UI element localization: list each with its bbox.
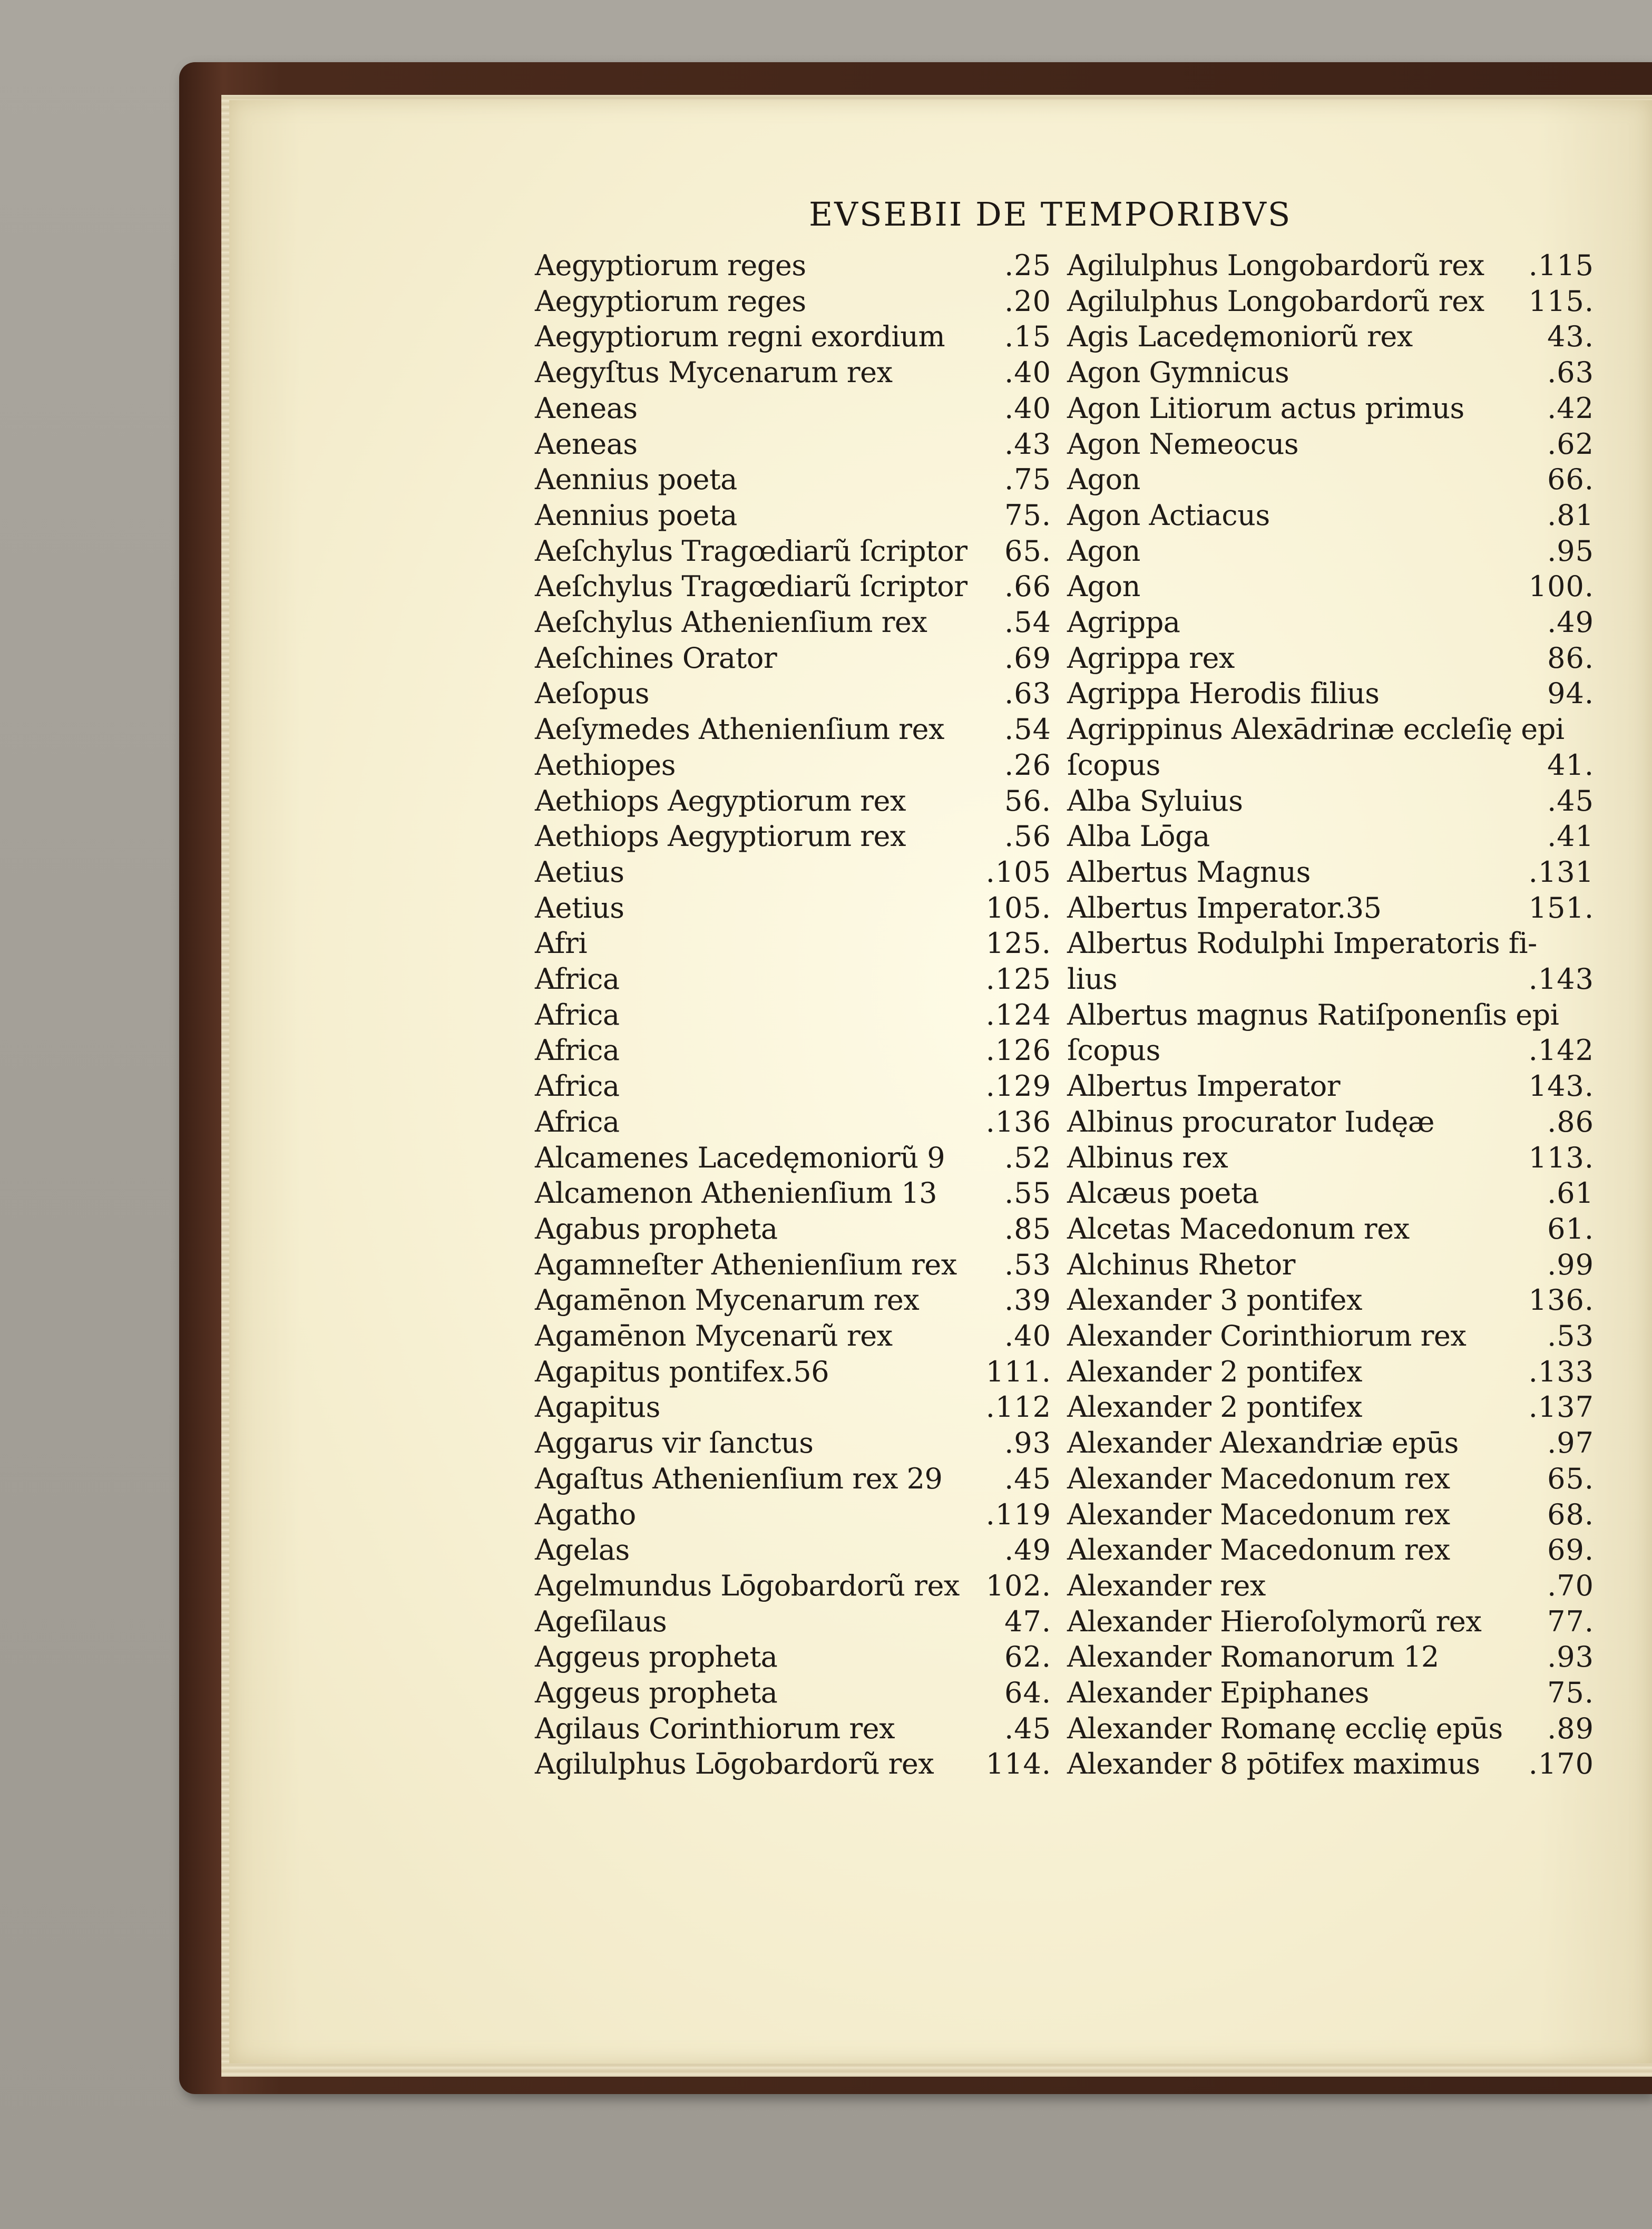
index-entry-page: 66. xyxy=(1547,463,1594,497)
index-entry-name: Alexander Macedonum rex xyxy=(1067,1497,1450,1531)
index-entry-page: .119 xyxy=(985,1497,1051,1531)
index-entry-name: Albertus magnus Ratiſponenſis epi xyxy=(1067,998,1559,1031)
index-entry-page: .99 xyxy=(1547,1248,1594,1281)
index-entry-name: Aggarus vir ſanctus xyxy=(535,1426,814,1460)
index-entry-page: .42 xyxy=(1547,391,1594,425)
index-entry-name: Alexander Hieroſolymorũ rex xyxy=(1067,1604,1482,1638)
index-entry-page: .55 xyxy=(1004,1176,1051,1210)
index-entry-page: .75 xyxy=(1004,463,1051,497)
index-entry-page: .133 xyxy=(1528,1355,1594,1388)
index-entry-page: .89 xyxy=(1547,1711,1594,1745)
index-entry-name: Agon xyxy=(1067,463,1140,497)
index-entry xyxy=(1067,961,1594,997)
index-entry xyxy=(1067,319,1594,355)
index-entry-page: .26 xyxy=(1004,748,1051,782)
index-entry-page: .85 xyxy=(1004,1212,1051,1245)
index-entry-page: .137 xyxy=(1528,1390,1594,1424)
index-entry xyxy=(535,1282,1051,1318)
index-entry-page: .40 xyxy=(1004,391,1051,425)
index-entry-name: Alba Lōga xyxy=(1067,820,1210,853)
index-entry xyxy=(1067,783,1594,819)
index-entry-name: Alexander Alexandriæ epūs xyxy=(1067,1426,1459,1460)
index-entry xyxy=(535,319,1051,355)
index-entry xyxy=(1067,355,1594,391)
index-entry-page: .45 xyxy=(1547,784,1594,817)
index-entry-page: .131 xyxy=(1528,855,1594,889)
index-entry xyxy=(1067,1389,1594,1425)
index-entry-page: 61. xyxy=(1547,1212,1594,1245)
index-entry xyxy=(535,997,1051,1033)
index-entry xyxy=(535,248,1051,284)
index-entry-page: .115 xyxy=(1528,249,1594,282)
index-entry-name: Albinus rex xyxy=(1067,1141,1228,1174)
index-entry-page: .136 xyxy=(985,1105,1051,1138)
index-entry-page: .63 xyxy=(1547,356,1594,390)
index-entry-name: Agaſtus Athenienſium rex 29 xyxy=(535,1462,943,1495)
index-entry xyxy=(1067,747,1594,783)
index-entry-name: Aethiopes xyxy=(535,748,676,782)
index-entry xyxy=(1067,854,1594,890)
index-entry-name: Albinus procurator Iudęæ xyxy=(1067,1105,1435,1138)
index-entry xyxy=(535,1318,1051,1354)
index-entry-name: Agon Litiorum actus primus xyxy=(1067,391,1464,425)
index-entry xyxy=(1067,1746,1594,1782)
index-entry-name: Agis Lacedęmoniorũ rex xyxy=(1067,320,1413,354)
index-entry xyxy=(535,1532,1051,1568)
index-entry-page: 68. xyxy=(1547,1497,1594,1531)
index-entry-name: Aennius poeta xyxy=(535,463,737,497)
index-entry-name: Alexander 3 pontifex xyxy=(1067,1283,1362,1317)
index-entry-name: Aeſopus xyxy=(535,677,650,710)
index-entry xyxy=(1067,1354,1594,1390)
index-entry xyxy=(1067,1211,1594,1247)
index-entry xyxy=(1067,1425,1594,1461)
index-entry-page: 47. xyxy=(1004,1604,1051,1638)
index-entry-page: .142 xyxy=(1528,1034,1594,1067)
index-entry-name: Aeſymedes Athenienſium rex xyxy=(535,713,944,746)
index-entry-name: Afri xyxy=(535,927,588,960)
index-entry-page: .53 xyxy=(1004,1248,1051,1281)
index-entry-page: .81 xyxy=(1547,498,1594,532)
index-entry-name: Africa xyxy=(535,1034,620,1067)
index-entry-name: Alcamenes Lacedęmoniorũ 9 xyxy=(535,1141,945,1174)
index-entry xyxy=(1067,1068,1594,1104)
index-entry xyxy=(535,1354,1051,1390)
index-entry-page: .40 xyxy=(1004,1319,1051,1352)
index-entry-name: Aggeus propheta xyxy=(535,1676,778,1709)
index-entry-page: .93 xyxy=(1547,1640,1594,1674)
index-entry-page: .39 xyxy=(1004,1283,1051,1317)
index-entry-name: Africa xyxy=(535,962,620,996)
index-entry xyxy=(535,676,1051,712)
index-entry-page: 111. xyxy=(985,1355,1051,1388)
index-entry xyxy=(1067,1461,1594,1497)
index-entry xyxy=(535,1746,1051,1782)
index-entry-page: 102. xyxy=(985,1569,1051,1602)
index-entry-page: .41 xyxy=(1547,820,1594,853)
index-entry-page: .20 xyxy=(1004,284,1051,318)
index-entry-name: Aethiops Aegyptiorum rex xyxy=(535,784,906,817)
index-entry-name: Agapitus pontifex.56 xyxy=(535,1355,829,1388)
index-entry-page: 56. xyxy=(1004,784,1051,817)
index-entry-page: .63 xyxy=(1004,677,1051,710)
index-entry-name: Africa xyxy=(535,998,620,1031)
index-entry xyxy=(535,569,1051,605)
index-entry-page: .49 xyxy=(1547,606,1594,639)
index-entry-name: Agilulphus Lōgobardorũ rex xyxy=(535,1747,934,1781)
index-entry-name: Agelmundus Lōgobardorũ rex xyxy=(535,1569,960,1602)
index-entry-name: Agatho xyxy=(535,1497,636,1531)
index-entry-name: Agrippa Herodis filius xyxy=(1067,677,1380,710)
index-entry-name: Alexander 8 pōtifex maximus xyxy=(1067,1747,1480,1781)
index-entry xyxy=(535,1211,1051,1247)
index-entry-name: Agilulphus Longobardorũ rex xyxy=(1067,249,1484,282)
index-entry xyxy=(535,961,1051,997)
index-entry xyxy=(1067,1568,1594,1604)
index-entry-name: Ageſilaus xyxy=(535,1604,667,1638)
index-entry-page: 136. xyxy=(1528,1283,1594,1317)
index-entry-name: Alexander 2 pontifex xyxy=(1067,1390,1362,1424)
index-entry-name: Agapitus xyxy=(535,1390,660,1424)
index-entry-page: .95 xyxy=(1547,534,1594,568)
index-entry-page: .61 xyxy=(1547,1176,1594,1210)
index-entry-name: Alcamenon Athenienſium 13 xyxy=(535,1176,937,1210)
index-entry xyxy=(535,926,1051,961)
index-entry-page: .93 xyxy=(1004,1426,1051,1460)
index-column-left xyxy=(535,248,1051,1829)
index-entry xyxy=(1067,605,1594,640)
index-entry-page: .112 xyxy=(985,1390,1051,1424)
index-entry-page: .45 xyxy=(1004,1711,1051,1745)
index-entry xyxy=(535,1033,1051,1068)
index-entry-name: Alexander Romanę ecclię epūs xyxy=(1067,1711,1503,1745)
index-entry-page: 94. xyxy=(1547,677,1594,710)
index-entry-name: Agon Actiacus xyxy=(1067,498,1270,532)
index-entry-name: Albertus Imperator xyxy=(1067,1069,1341,1103)
index-entry-page: 64. xyxy=(1004,1676,1051,1709)
index-entry-page: 115. xyxy=(1528,284,1594,318)
index-entry xyxy=(1067,498,1594,533)
index-entry-name: Aetius xyxy=(535,855,624,889)
index-entry xyxy=(1067,1675,1594,1711)
index-entry xyxy=(535,1140,1051,1176)
index-entry-name: Agilulphus Longobardorũ rex xyxy=(1067,284,1484,318)
index-entry-page: .54 xyxy=(1004,713,1051,746)
index-entry xyxy=(1067,926,1594,961)
index-entry-page: .97 xyxy=(1547,1426,1594,1460)
index-entry-name: Aetius xyxy=(535,891,624,924)
index-entry-name: Aegyptiorum regni exordium xyxy=(535,320,945,354)
index-entry xyxy=(535,1604,1051,1640)
index-entry xyxy=(535,1711,1051,1747)
index-entry-name: Alba Syluius xyxy=(1067,784,1243,817)
index-entry-name: Alexander Epiphanes xyxy=(1067,1676,1369,1709)
index-entry xyxy=(535,533,1051,569)
index-entry-name: Africa xyxy=(535,1105,620,1138)
index-entry-page: .143 xyxy=(1528,962,1594,996)
index-entry-name: Agon xyxy=(1067,570,1140,604)
index-entry-page: .170 xyxy=(1528,1747,1594,1781)
index-entry-name: Agamneſter Athenienſium rex xyxy=(535,1248,957,1281)
index-entry-page: .70 xyxy=(1547,1569,1594,1602)
index-entry-name: Agon Gymnicus xyxy=(1067,356,1289,390)
index-entry-name: Alexander rex xyxy=(1067,1569,1266,1602)
index-entry-name: Albertus Magnus xyxy=(1067,855,1311,889)
index-entry-name: Agrippa xyxy=(1067,606,1180,639)
index-entry xyxy=(535,1568,1051,1604)
index-entry xyxy=(535,462,1051,498)
index-entry-page: 105. xyxy=(985,891,1051,924)
index-entry-page: .124 xyxy=(985,998,1051,1031)
index-entry xyxy=(1067,1282,1594,1318)
index-entry xyxy=(535,819,1051,854)
index-entry-name: Aeſchines Orator xyxy=(535,641,777,675)
index-entry xyxy=(1067,997,1594,1033)
index-entry-name: Alcæus poeta xyxy=(1067,1176,1259,1210)
index-entry-page: 43. xyxy=(1547,320,1594,354)
index-entry-page: .69 xyxy=(1004,641,1051,675)
index-entry-name: Agon xyxy=(1067,534,1140,568)
index-entry xyxy=(1067,819,1594,854)
index-entry-name: Albertus Rodulphi Imperatoris fi- xyxy=(1067,927,1537,960)
index-entry-name: ſcopus xyxy=(1067,748,1160,782)
index-entry-name: Albertus Imperator.35 xyxy=(1067,891,1382,924)
index-entry-page: .52 xyxy=(1004,1141,1051,1174)
index-entry xyxy=(1067,391,1594,426)
index-entry-name: ſcopus xyxy=(1067,1034,1160,1067)
index-entry-page: 100. xyxy=(1528,570,1594,604)
index-entry xyxy=(1067,569,1594,605)
index-entry xyxy=(1067,1140,1594,1176)
index-entry xyxy=(535,747,1051,783)
index-entry-name: Aeſchylus Tragœdiarũ ſcriptor xyxy=(535,534,967,568)
index-entry-name: Agilaus Corinthiorum rex xyxy=(535,1711,895,1745)
index-entry xyxy=(535,1497,1051,1533)
index-entry xyxy=(1067,676,1594,712)
index-entry-page: .43 xyxy=(1004,427,1051,461)
running-head: EVSEBII DE TEMPORIBVS xyxy=(809,195,1292,233)
index-entry-name: Aeſchylus Tragœdiarũ ſcriptor xyxy=(535,570,967,604)
index-entry xyxy=(535,1675,1051,1711)
index-entry xyxy=(535,498,1051,533)
index-column-right xyxy=(1067,248,1594,1829)
index-entry-name: Africa xyxy=(535,1069,620,1103)
index-entry-name: Agamēnon Mycenarũ rex xyxy=(535,1319,893,1352)
index-entry xyxy=(535,1461,1051,1497)
index-entry xyxy=(1067,1497,1594,1533)
index-entry-name: Agrippa rex xyxy=(1067,641,1235,675)
index-entry-name: Agabus propheta xyxy=(535,1212,778,1245)
index-entry-page: 114. xyxy=(985,1747,1051,1781)
index-entry-name: Aennius poeta xyxy=(535,498,737,532)
index-entry-name: Agon Nemeocus xyxy=(1067,427,1299,461)
index-entry-page: 75. xyxy=(1547,1676,1594,1709)
index-entry xyxy=(1067,1104,1594,1140)
index-entry xyxy=(535,284,1051,319)
index-entry xyxy=(1067,1604,1594,1640)
index-entry-name: Agamēnon Mycenarum rex xyxy=(535,1283,920,1317)
index-entry xyxy=(535,1104,1051,1140)
index-entry-page: 75. xyxy=(1004,498,1051,532)
index-entry-name: Aeſchylus Athenienſium rex xyxy=(535,606,927,639)
index-entry-page: .105 xyxy=(985,855,1051,889)
index-entry xyxy=(1067,1175,1594,1211)
index-entry-page: .129 xyxy=(985,1069,1051,1103)
index-entry-page: .54 xyxy=(1004,606,1051,639)
index-entry xyxy=(1067,1033,1594,1068)
index-entry-page: .53 xyxy=(1547,1319,1594,1352)
index-entry-page: 143. xyxy=(1528,1069,1594,1103)
index-entry-page: 151. xyxy=(1528,891,1594,924)
index-entry-name: Aegyſtus Mycenarum rex xyxy=(535,356,893,390)
index-entry-name: Aegyptiorum reges xyxy=(535,284,806,318)
index-entry-page: 65. xyxy=(1004,534,1051,568)
index-entry-page: .126 xyxy=(985,1034,1051,1067)
index-entry xyxy=(1067,1711,1594,1747)
index-entry xyxy=(1067,462,1594,498)
index-entry-name: Aegyptiorum reges xyxy=(535,249,806,282)
index-entry xyxy=(535,1639,1051,1675)
index-entry-name: Aeneas xyxy=(535,427,638,461)
index-entry xyxy=(535,1425,1051,1461)
index-entry xyxy=(1067,533,1594,569)
index-entry xyxy=(535,426,1051,462)
index-entry xyxy=(535,712,1051,747)
index-entry-page: .40 xyxy=(1004,356,1051,390)
index-entry xyxy=(535,1389,1051,1425)
index-entry xyxy=(535,1068,1051,1104)
index-entry-page: .66 xyxy=(1004,570,1051,604)
index-entry xyxy=(535,1247,1051,1283)
index-entry-page: .56 xyxy=(1004,820,1051,853)
index-entry xyxy=(535,854,1051,890)
index-entry-name: Aggeus propheta xyxy=(535,1640,778,1674)
index-entry-page: .125 xyxy=(985,962,1051,996)
index-entry-page: .25 xyxy=(1004,249,1051,282)
index-entry xyxy=(535,605,1051,640)
index-entry xyxy=(1067,1532,1594,1568)
index-entry-page: .49 xyxy=(1004,1533,1051,1567)
index-entry xyxy=(535,1175,1051,1211)
index-entry-page: .86 xyxy=(1547,1105,1594,1138)
index-entry-page: .15 xyxy=(1004,320,1051,354)
index-entry-name: Aeneas xyxy=(535,391,638,425)
index-entry-page: 62. xyxy=(1004,1640,1051,1674)
index-entry-page: 113. xyxy=(1528,1141,1594,1174)
index-entry-name: Alexander Romanorum 12 xyxy=(1067,1640,1439,1674)
index-entry-name: Agelas xyxy=(535,1533,630,1567)
index-entry-name: Agrippinus Alexādrinæ eccleſię epi xyxy=(1067,713,1565,746)
index-entry xyxy=(535,355,1051,391)
index-entry-name: Alcetas Macedonum rex xyxy=(1067,1212,1410,1245)
index-entry-name: lius xyxy=(1067,962,1118,996)
index-entry xyxy=(1067,640,1594,676)
index-entry xyxy=(1067,1639,1594,1675)
index-entry xyxy=(535,391,1051,426)
index-entry-page: .62 xyxy=(1547,427,1594,461)
index-entry-page: 65. xyxy=(1547,1462,1594,1495)
index-entry-name: Alexander Corinthiorum rex xyxy=(1067,1319,1467,1352)
index-entry xyxy=(1067,284,1594,319)
index-entry xyxy=(1067,426,1594,462)
index-entry xyxy=(535,783,1051,819)
index-entry xyxy=(1067,712,1594,747)
index-entry-page: 77. xyxy=(1547,1604,1594,1638)
index-entry-name: Alexander Macedonum rex xyxy=(1067,1462,1450,1495)
index-entry-name: Alexander 2 pontifex xyxy=(1067,1355,1362,1388)
index-entry xyxy=(535,890,1051,926)
index-entry xyxy=(1067,1247,1594,1283)
index-entry-page: 125. xyxy=(985,927,1051,960)
index-entry-page: 86. xyxy=(1547,641,1594,675)
index-entry-page: 41. xyxy=(1547,748,1594,782)
index-entry-page: 69. xyxy=(1547,1533,1594,1567)
index-entry xyxy=(1067,1318,1594,1354)
index-entry-name: Aethiops Aegyptiorum rex xyxy=(535,820,906,853)
index-entry xyxy=(1067,890,1594,926)
index-entry xyxy=(1067,248,1594,284)
index-entry-page: .45 xyxy=(1004,1462,1051,1495)
index-entry xyxy=(535,640,1051,676)
index-entry-name: Alchinus Rhetor xyxy=(1067,1248,1295,1281)
index-entry-name: Alexander Macedonum rex xyxy=(1067,1533,1450,1567)
